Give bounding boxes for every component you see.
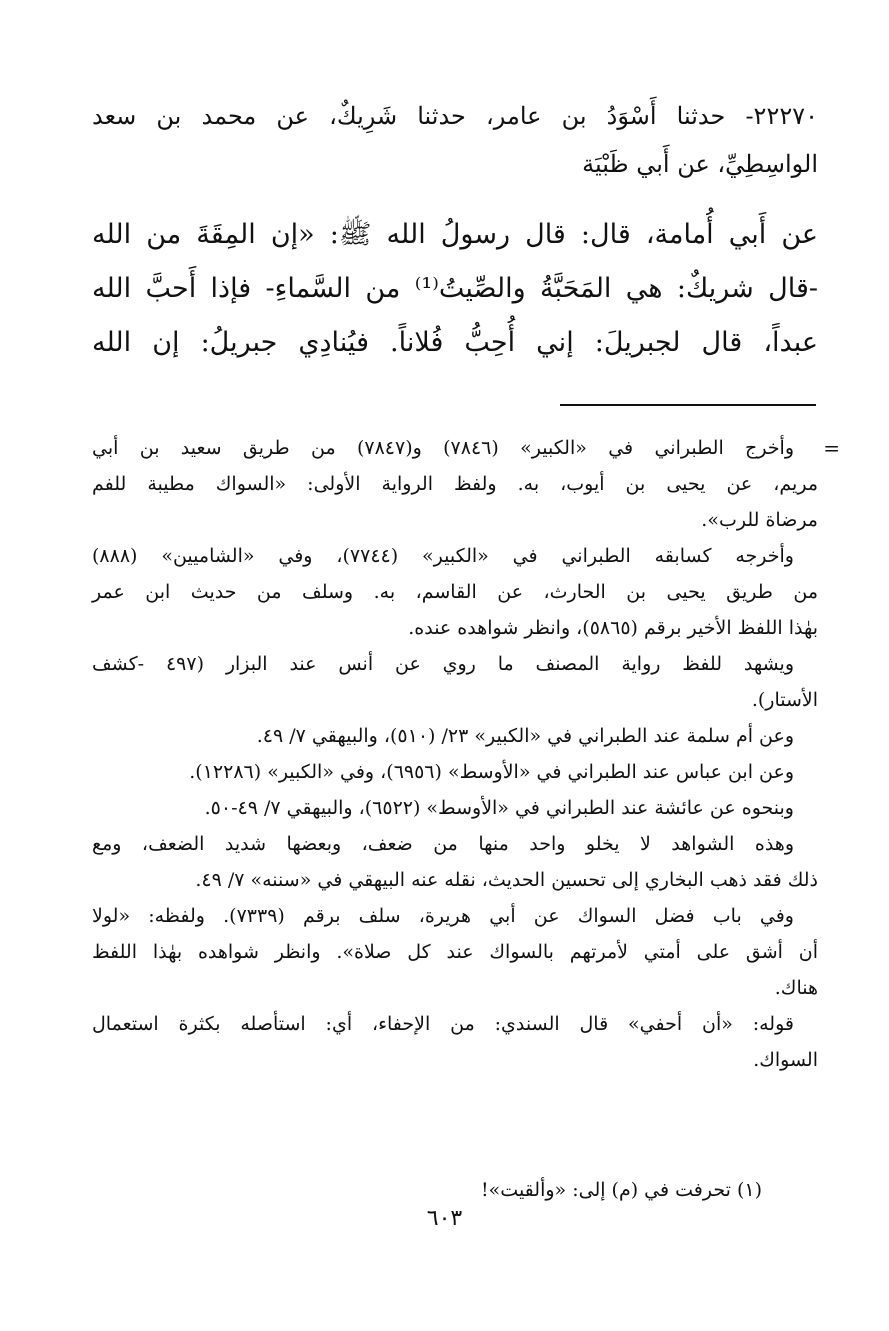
hadith-block	[92, 92, 818, 370]
note-line: هناك.	[774, 977, 818, 999]
hadith-body-line: -قال شريكٌ: هي المَحَبَّةُ والصِّيتُ⁽¹⁾ من السَّماءِ- فإذا أَحبَّ الله	[92, 273, 818, 304]
note-paragraph	[92, 754, 818, 790]
note-paragraph	[92, 718, 818, 754]
footnote-line: (١) تحرفت في (م) إلى: «وألقيت»!	[481, 1179, 762, 1201]
footnote	[92, 1172, 818, 1208]
note-paragraph	[92, 826, 818, 898]
hadith-intro-line: ٢٢٢٧٠- حدثنا أَسْوَدُ بن عامر، حدثنا شَرِيكٌ، عن محمد بن سعد	[92, 102, 818, 130]
note-line: من طريق يحيى بن الحارث، عن القاسم، به. وسلف من حديث ابن عمر	[92, 581, 818, 603]
continuation-mark: =	[823, 436, 840, 460]
hadith-intro	[92, 92, 818, 188]
note-paragraph	[92, 430, 840, 538]
hadith-body-line: عبداً، قال لجبريلَ: إني أُحِبُّ فُلاناً. فيُنادِي جبريلُ: إن الله	[92, 327, 818, 358]
note-line: ويشهد للفظ رواية المصنف ما روي عن أنس عند البزار (٤٩٧ -كشف	[92, 653, 795, 675]
note-paragraph	[92, 646, 818, 718]
note-line: قوله: «أن أحفي» قال السندي: من الإحفاء، أي: استأصله بكثرة استعمال	[92, 1013, 794, 1035]
note-line: وأخرجه كسابقه الطبراني في «الكبير» (٧٧٤٤)، وفي «الشاميين» (٨٨٨)	[92, 545, 794, 567]
note-paragraph	[92, 1006, 818, 1078]
note-line: وهذه الشواهد لا يخلو واحد منها من ضعف، وبعضها شديد الضعف، ومع	[92, 833, 794, 855]
note-line: وفي باب فضل السواك عن أبي هريرة، سلف برقم (٧٣٣٩). ولفظه: «لولا	[92, 905, 794, 927]
hadith-body	[92, 208, 818, 370]
note-line: وعن أم سلمة عند الطبراني في «الكبير» ٢٣/ (٥١٠)، والبيهقي ٧/ ٤٩.	[256, 725, 794, 747]
hadith-intro-line: الواسِطِيِّ، عن أَبي ظَبْيَة	[582, 150, 818, 178]
note-line: الأستار).	[751, 689, 818, 711]
note-line: السواك.	[753, 1049, 818, 1071]
note-line: أن أشق على أمتي لأمرتهم بالسواك عند كل صلاة». وانظر شواهده بهٰذا اللفظ	[92, 941, 818, 963]
hadith-body-line: عن أَبي أُمامة، قال: قال رسولُ الله ﷺ: «إن المِقَةَ من الله	[92, 219, 818, 250]
note-paragraph	[92, 790, 818, 826]
note-line: وبنحوه عن عائشة عند الطبراني في «الأوسط» (٦٥٢٢)، والبيهقي ٧/ ٤٩-٥٠.	[204, 797, 794, 819]
note-paragraph	[92, 538, 818, 646]
page-number: ٦٠٣	[426, 1206, 463, 1231]
note-line: ذلك فقد ذهب البخاري إلى تحسين الحديث، نقله عنه البيهقي في «سننه» ٧/ ٤٩.	[195, 869, 818, 891]
note-line: بهٰذا اللفظ الأخير برقم (٥٨٦٥)، وانظر شواهده عنده.	[408, 617, 818, 639]
footnote-separator	[560, 404, 816, 406]
note-line: وعن ابن عباس عند الطبراني في «الأوسط» (٦٩٥٦)، وفي «الكبير» (١٢٢٨٦).	[189, 761, 794, 783]
note-line: وأخرج الطبراني في «الكبير» (٧٨٤٦) و(٧٨٤٧) من طريق سعيد بن أبي =	[92, 430, 818, 466]
commentary-notes	[92, 430, 840, 1078]
note-line: مريم، عن يحيى بن أيوب، به. ولفظ الرواية الأولى: «السواك مطيبة للفم	[92, 473, 818, 495]
note-paragraph	[92, 898, 818, 1006]
note-line: مرضاة للرب».	[701, 509, 818, 531]
